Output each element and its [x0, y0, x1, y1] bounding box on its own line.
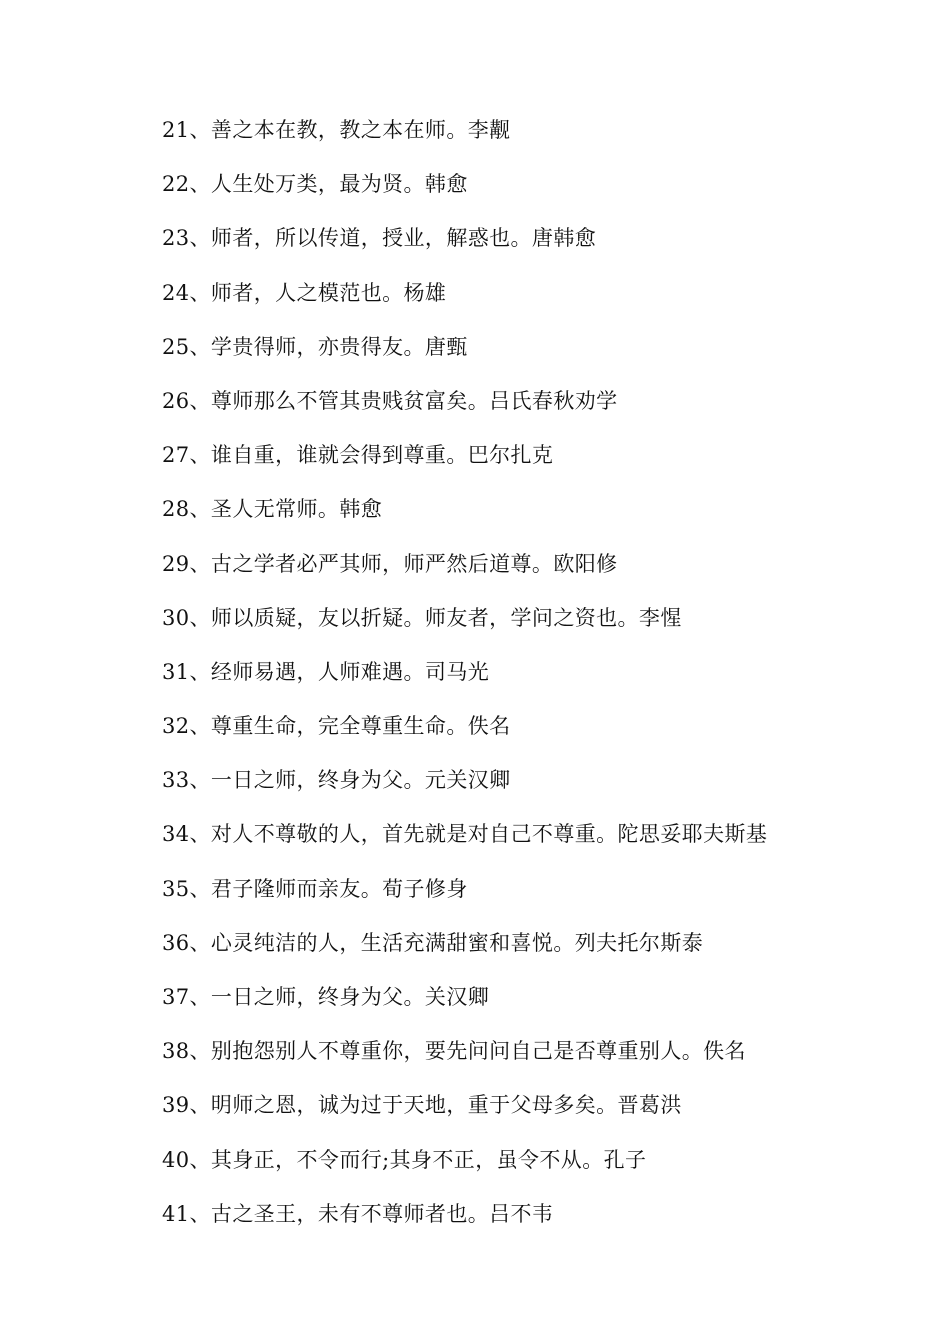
quote-item: 31、经师易遇，人师难遇。司马光: [162, 659, 490, 684]
quote-item: 41、古之圣王，未有不尊师者也。吕不韦: [162, 1201, 554, 1226]
quote-item: 22、人生处万类，最为贤。韩愈: [162, 172, 468, 197]
quote-list: [162, 111, 767, 1249]
quote-item: 28、圣人无常师。韩愈: [162, 497, 383, 522]
quote-item: 36、心灵纯洁的人，生活充满甜蜜和喜悦。列夫托尔斯泰: [162, 930, 704, 955]
quote-item: 24、师者，人之模范也。杨雄: [162, 280, 447, 305]
quote-item: 23、师者，所以传道，授业，解惑也。唐韩愈: [162, 226, 597, 251]
quote-item: 29、古之学者必严其师，师严然后道尊。欧阳修: [162, 551, 618, 576]
quote-item: 40、其身正，不令而行;其身不正，虽令不从。孔子: [162, 1147, 647, 1172]
quote-item: 38、别抱怨别人不尊重你，要先问问自己是否尊重别人。佚名: [162, 1039, 746, 1064]
quote-item: 21、善之本在教，教之本在师。李觏: [162, 118, 511, 142]
quote-item: 27、谁自重，谁就会得到尊重。巴尔扎克: [162, 443, 554, 468]
quote-item: 25、学贵得师，亦贵得友。唐甄: [162, 334, 468, 359]
quote-item: 30、师以质疑，友以折疑。师友者，学问之资也。李惺: [162, 605, 682, 630]
quote-item: 35、君子隆师而亲友。荀子修身: [162, 876, 468, 901]
quote-item: 32、尊重生命，完全尊重生命。佚名: [162, 714, 511, 739]
quote-item: 33、一日之师，终身为父。元关汉卿: [162, 768, 511, 793]
quote-item: 37、一日之师，终身为父。关汉卿: [162, 985, 490, 1009]
quote-item: 34、对人不尊敬的人，首先就是对自己不尊重。陀思妥耶夫斯基: [162, 822, 768, 847]
quote-item: 39、明师之恩，诚为过于天地，重于父母多矣。晋葛洪: [162, 1093, 682, 1118]
quote-item: 26、尊师那么不管其贵贱贫富矣。吕氏春秋劝学: [162, 388, 618, 413]
